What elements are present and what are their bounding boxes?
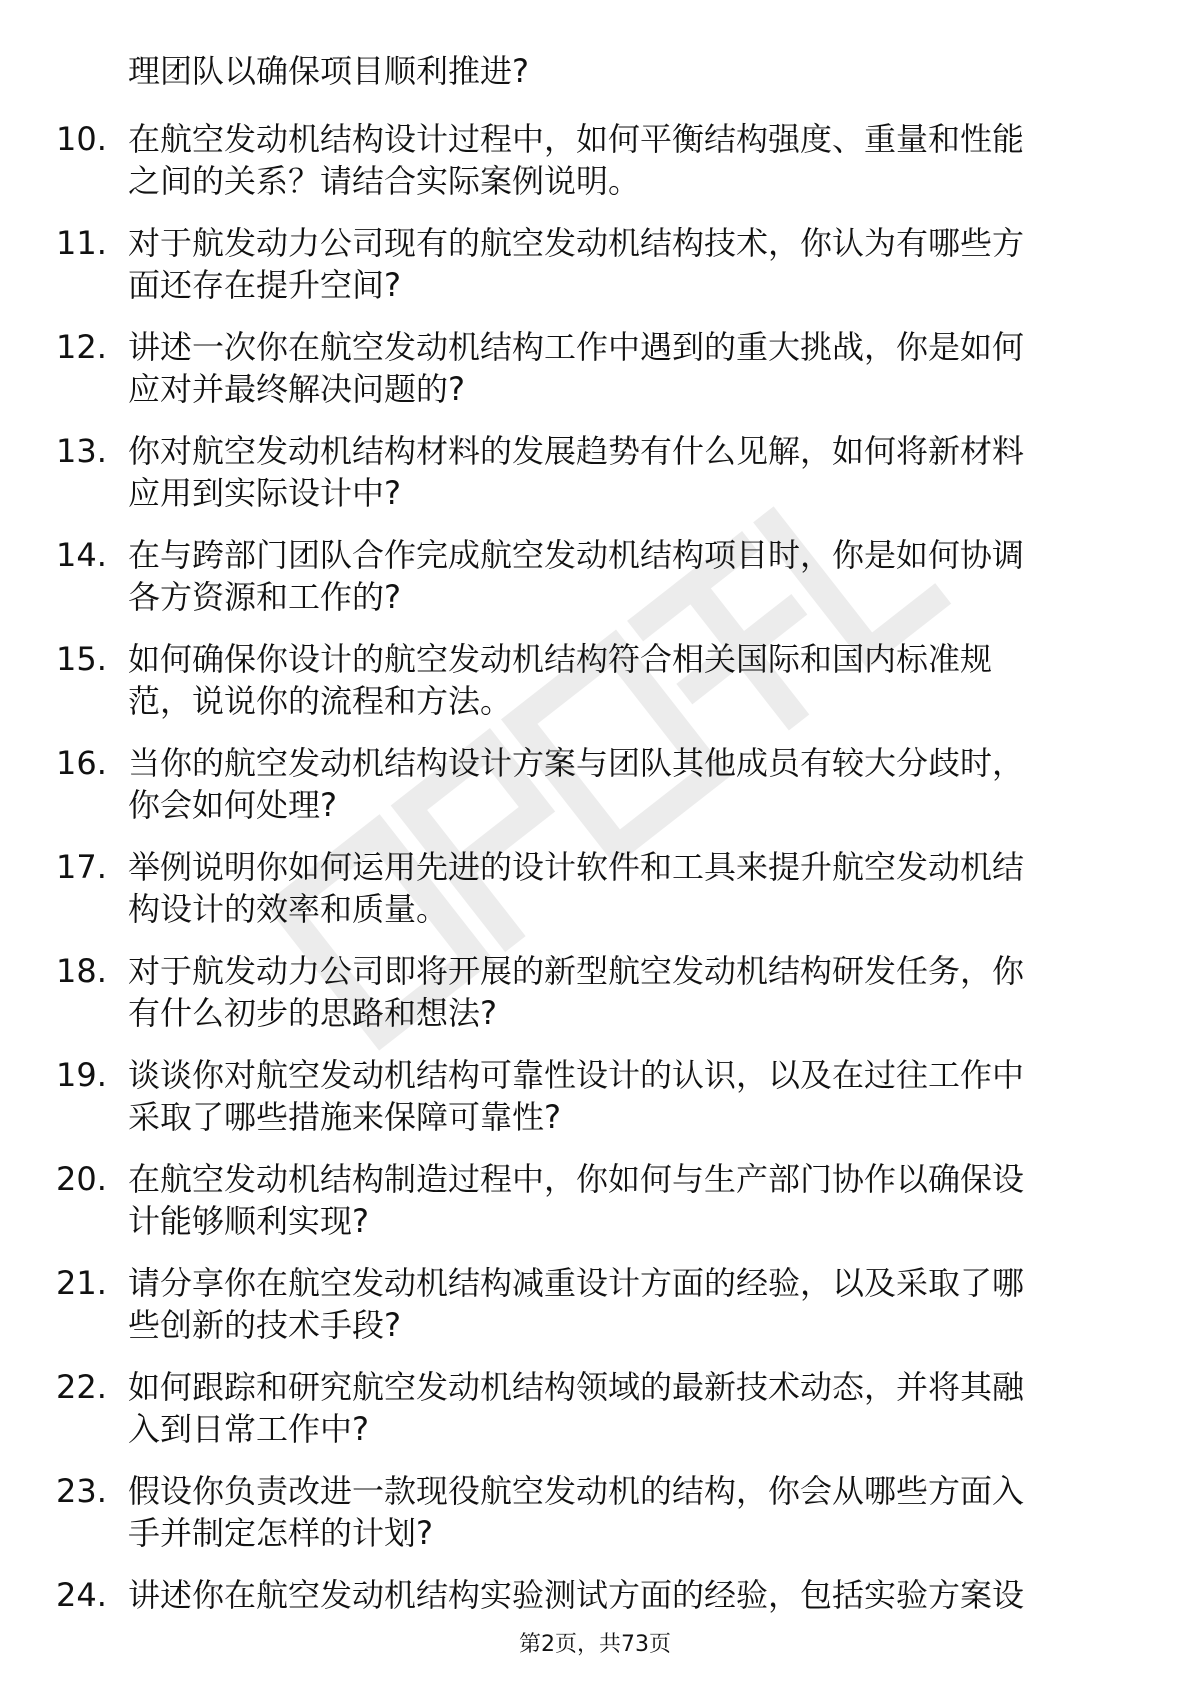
question-number: 13. — [56, 432, 107, 470]
question-text-line: 在航空发动机结构设计过程中，如何平衡结构强度、重量和性能 — [128, 120, 1025, 158]
question-item — [0, 1262, 1190, 1366]
question-text-line: 各方资源和工作的? — [128, 578, 401, 616]
question-item — [0, 534, 1190, 638]
question-text-line: 对于航发动力公司现有的航空发动机结构技术，你认为有哪些方 — [128, 224, 1025, 262]
question-list — [0, 118, 1190, 1678]
question-text — [128, 326, 1118, 410]
question-item — [0, 950, 1190, 1054]
question-text-line: 入到日常工作中? — [128, 1410, 369, 1448]
question-text — [128, 222, 1118, 306]
question-text-line: 你会如何处理? — [128, 786, 337, 824]
question-text-line: 些创新的技术手段? — [128, 1306, 401, 1344]
question-number: 11. — [56, 224, 107, 262]
question-text — [128, 1574, 1118, 1616]
question-item — [0, 1366, 1190, 1470]
question-number: 10. — [56, 120, 107, 158]
question-number: 23. — [56, 1472, 107, 1510]
question-text-line: 手并制定怎样的计划? — [128, 1514, 433, 1552]
question-number: 14. — [56, 536, 107, 574]
question-number: 15. — [56, 640, 107, 678]
question-text-line: 讲述一次你在航空发动机结构工作中遇到的重大挑战，你是如何 — [128, 328, 1025, 366]
question-item — [0, 846, 1190, 950]
question-text-line: 对于航发动力公司即将开展的新型航空发动机结构研发任务，你 — [128, 952, 1025, 990]
question-number: 12. — [56, 328, 107, 366]
question-text-line: 构设计的效率和质量。 — [128, 890, 449, 928]
question-text — [128, 1262, 1118, 1346]
question-text-line: 有什么初步的思路和想法? — [128, 994, 497, 1032]
question-number: 24. — [56, 1576, 107, 1614]
question-text — [128, 846, 1118, 930]
question-number: 20. — [56, 1160, 107, 1198]
question-text-line: 请分享你在航空发动机结构减重设计方面的经验，以及采取了哪 — [128, 1264, 1025, 1302]
question-text-line: 当你的航空发动机结构设计方案与团队其他成员有较大分歧时， — [128, 744, 1025, 782]
question-item — [0, 222, 1190, 326]
question-number: 19. — [56, 1056, 107, 1094]
question-text-line: 采取了哪些措施来保障可靠性? — [128, 1098, 561, 1136]
question-text — [128, 950, 1118, 1034]
question-text-line: 在与跨部门团队合作完成航空发动机结构项目时，你是如何协调 — [128, 536, 1025, 574]
question-item — [0, 118, 1190, 222]
question-item — [0, 1470, 1190, 1574]
question-item — [0, 742, 1190, 846]
question-text-line: 面还存在提升空间? — [128, 266, 401, 304]
question-number: 16. — [56, 744, 107, 782]
question-item — [0, 1054, 1190, 1158]
question-text-line: 谈谈你对航空发动机结构可靠性设计的认识，以及在过往工作中 — [128, 1056, 1025, 1094]
question-item — [0, 430, 1190, 534]
question-text-line: 你对航空发动机结构材料的发展趋势有什么见解，如何将新材料 — [128, 432, 1025, 470]
question-text — [128, 118, 1118, 202]
question-text — [128, 1470, 1118, 1554]
question-text-line: 应对并最终解决问题的? — [128, 370, 465, 408]
question-text-line: 讲述你在航空发动机结构实验测试方面的经验，包括实验方案设 — [128, 1576, 1025, 1614]
question-item — [0, 326, 1190, 430]
question-text — [128, 1366, 1118, 1450]
question-text — [128, 534, 1118, 618]
question-text-line: 举例说明你如何运用先进的设计软件和工具来提升航空发动机结 — [128, 848, 1025, 886]
question-number: 21. — [56, 1264, 107, 1302]
question-item — [0, 1574, 1190, 1678]
continued-question-text: 理团队以确保项目顺利推进? — [128, 52, 529, 90]
question-number: 18. — [56, 952, 107, 990]
question-text-line: 应用到实际设计中? — [128, 474, 401, 512]
question-text-line: 在航空发动机结构制造过程中，你如何与生产部门协作以确保设 — [128, 1160, 1025, 1198]
question-text-line: 假设你负责改进一款现役航空发动机的结构，你会从哪些方面入 — [128, 1472, 1025, 1510]
question-text — [128, 1054, 1118, 1138]
question-text — [128, 430, 1118, 514]
question-text — [128, 1158, 1118, 1242]
question-number: 17. — [56, 848, 107, 886]
question-item — [0, 1158, 1190, 1262]
question-text-line: 如何确保你设计的航空发动机结构符合相关国际和国内标准规 — [128, 640, 993, 678]
question-text-line: 范，说说你的流程和方法。 — [128, 682, 513, 720]
page-footer: 第2页，共73页 — [519, 1632, 671, 1657]
question-text — [128, 742, 1118, 826]
question-text — [128, 638, 1118, 722]
question-item — [0, 638, 1190, 742]
question-text-line: 之间的关系？请结合实际案例说明。 — [128, 162, 641, 200]
question-text-line: 计能够顺利实现? — [128, 1202, 369, 1240]
question-number: 22. — [56, 1368, 107, 1406]
question-text-line: 如何跟踪和研究航空发动机结构领域的最新技术动态，并将其融 — [128, 1368, 1025, 1406]
